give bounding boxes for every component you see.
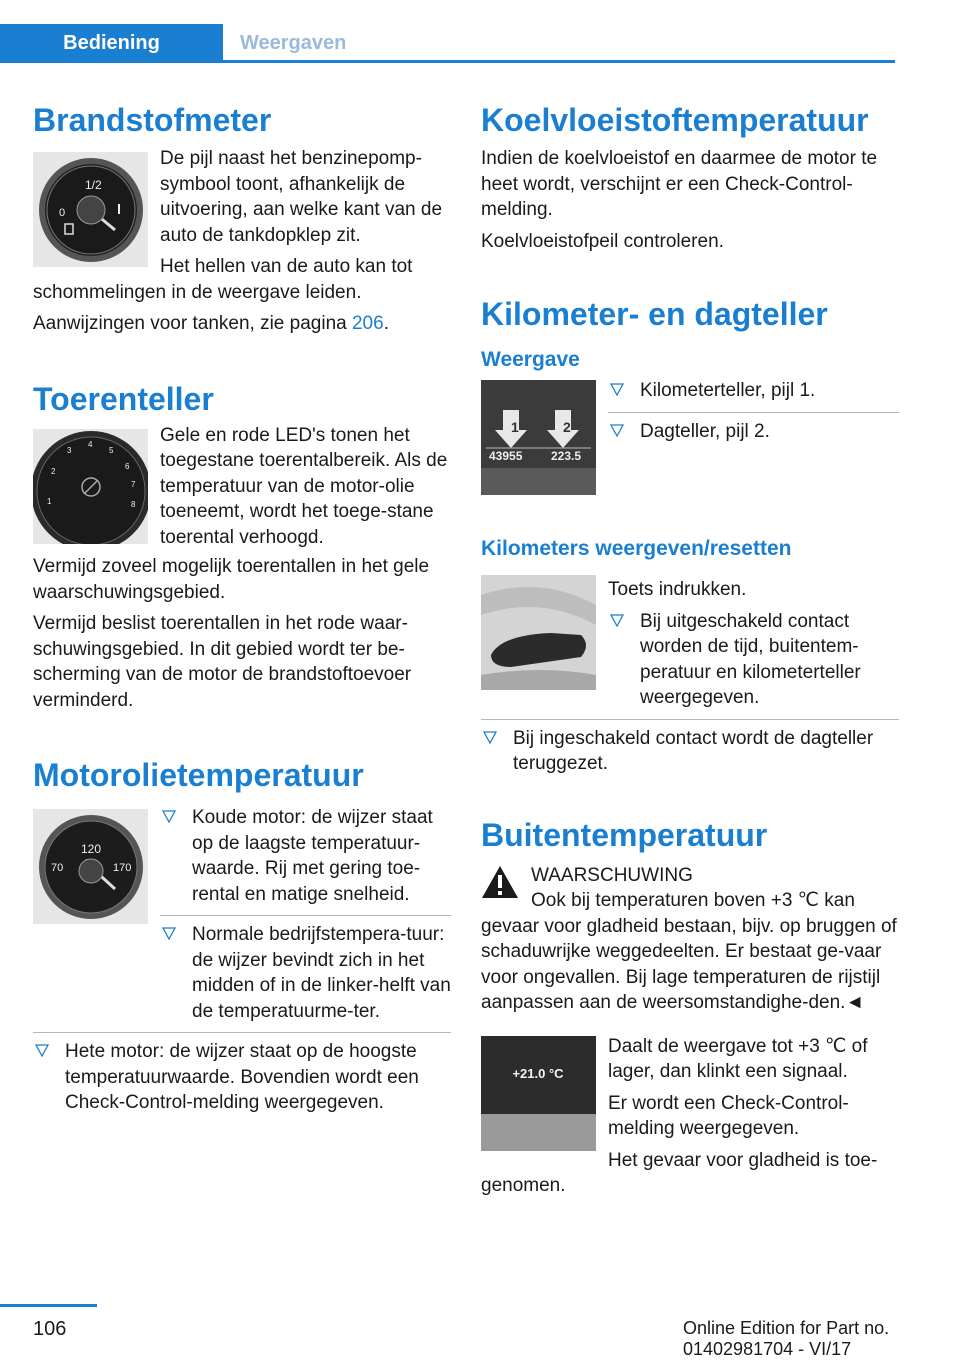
oil-temperature-gauge-icon — [33, 809, 148, 924]
fuel-text-3: Aanwijzingen voor tanken, zie pagina 206. — [33, 313, 389, 334]
odometer-display-icon — [481, 380, 596, 495]
svg-text:120: 120 — [81, 842, 102, 856]
triangle-bullet-icon — [35, 1043, 49, 1057]
tab-bediening[interactable]: Bediening — [0, 24, 223, 63]
fuel-gauge-image — [33, 152, 148, 267]
triangle-bullet-icon — [610, 423, 624, 437]
rev-counter-image — [33, 429, 148, 544]
outside-temp-display-icon — [481, 1036, 596, 1151]
oil-heading: Motorolietemperatuur — [33, 757, 364, 793]
tab-weergaven[interactable]: Weergaven — [240, 32, 347, 54]
warning-text: Ook bij temperaturen boven +3 ℃ kan gevaar voor gladheid bestaan, bijv. op bruggen of schaduwrijke weggedeelten. Er bestaat ge-vaar voor ongevallen. Bij lage temperaturen de rijstijl aanpassen aan de weersomstandighe-den.◄ — [481, 890, 897, 1013]
fuel-text-1: De pijl naast het benzinepomp-symbool toont, afhankelijk de uitvoering, aan welke kant van de auto de tankdopklep zit. — [160, 148, 443, 246]
list-item: Koude motor: de wijzer staat op de laagste temperatuur-waarde. Rij met gering toe-rental en matige snelheid. — [160, 805, 451, 907]
outside-text-2: Er wordt een Check-Control-melding weergegeven. — [608, 1092, 849, 1139]
svg-text:7: 7 — [131, 479, 136, 489]
outside-text-1: Daalt de weergave tot +3 ℃ of lager, dan klinkt een signaal. — [608, 1035, 868, 1082]
edition-label: Online Edition for Part no. 01402981704 - VI/17 — [683, 1318, 890, 1359]
odo-heading: Kilometer- en dagteller — [481, 296, 828, 332]
list-item: Dagteller, pijl 2. — [608, 412, 899, 445]
warning-title: WAARSCHUWING — [531, 864, 693, 886]
triangle-bullet-icon — [610, 613, 624, 627]
rev-text-3: Vermijd beslist toerentallen in het rode waar-schuwingsgebied. In dit gebied wordt ter be-scherming van de motor de brandstoftoevoer verminderd. — [33, 613, 412, 711]
odo-subheading: Weergave — [481, 348, 580, 371]
svg-text:4: 4 — [88, 439, 93, 449]
outside-text-3: Het gevaar voor gladheid is toe-genomen. — [481, 1149, 878, 1196]
warning-block — [481, 863, 899, 1016]
coolant-text-2: Koelvloeistofpeil controleren. — [481, 230, 724, 252]
reset-text-1: Toets indrukken. — [608, 579, 747, 600]
list-item: Bij ingeschakeld contact wordt de dagteller teruggezet. — [481, 719, 899, 777]
svg-text:5: 5 — [109, 445, 114, 455]
page-number: 106 — [33, 1318, 67, 1340]
triangle-bullet-icon — [610, 382, 624, 396]
header-rule — [0, 60, 895, 63]
svg-text:+21.0 °C: +21.0 °C — [512, 1065, 564, 1081]
temp-display-image — [481, 1036, 596, 1151]
tachometer-icon — [33, 429, 148, 544]
svg-text:8: 8 — [131, 499, 136, 509]
svg-text:43955: 43955 — [489, 449, 523, 463]
left-column — [33, 100, 451, 1116]
reset-subheading: Kilometers weergeven/resetten — [481, 537, 792, 560]
fuel-heading: Brandstofmeter — [33, 102, 272, 138]
svg-text:2: 2 — [51, 466, 56, 476]
svg-text:0: 0 — [59, 207, 66, 219]
triangle-bullet-icon — [162, 809, 176, 823]
warning-triangle-icon — [481, 865, 519, 899]
triangle-bullet-icon — [162, 926, 176, 940]
fuel-text-2: Het hellen van de auto kan tot schommelingen in de weergave leiden. — [33, 256, 413, 303]
right-column — [481, 100, 899, 1199]
svg-text:170: 170 — [113, 862, 132, 874]
svg-text:2: 2 — [563, 419, 571, 435]
rev-text-1: Gele en rode LED's tonen het toegestane toerentalbereik. Als de temperatuur van de motor-olie toeneemt, wordt het toege-stane toerental verhoogd. — [160, 424, 448, 548]
svg-text:70: 70 — [51, 862, 64, 874]
coolant-heading: Koelvloeistoftemperatuur — [481, 102, 869, 138]
svg-text:1/2: 1/2 — [85, 178, 102, 192]
fuel-gauge-icon — [33, 152, 148, 267]
oil-temp-image — [33, 809, 148, 924]
reset-button-image — [481, 575, 596, 690]
coolant-text-1: Indien de koelvloeistof en daarmee de motor te heet wordt, verschijnt er een Check-Control-melding. — [481, 148, 878, 220]
page-link[interactable]: 206 — [351, 313, 384, 334]
svg-text:6: 6 — [125, 461, 130, 471]
rev-heading: Toerenteller — [33, 380, 214, 417]
list-item: Bij uitgeschakeld contact worden de tijd, buitentem-peratuur en kilometerteller weergegeven. — [608, 609, 899, 711]
svg-text:1: 1 — [511, 419, 519, 435]
svg-text:223.5: 223.5 — [551, 449, 582, 463]
list-item: Hete motor: de wijzer staat op de hoogste temperatuurwaarde. Bovendien wordt een Check-Control-melding weergegeven. — [33, 1032, 451, 1116]
rev-text-2: Vermijd zoveel mogelijk toerentallen in het gele waarschuwingsgebied. — [33, 556, 430, 603]
odo-display-image — [481, 380, 596, 495]
triangle-bullet-icon — [483, 730, 497, 744]
list-item: Kilometerteller, pijl 1. — [608, 378, 899, 404]
svg-text:3: 3 — [67, 445, 72, 455]
footer-rule — [0, 1304, 97, 1307]
list-item: Normale bedrijfstempera-tuur: de wijzer bevindt zich in het midden of in de linker-helft van de temperatuurme-ter. — [160, 915, 451, 1024]
outside-heading: Buitentemperatuur — [481, 816, 768, 853]
svg-text:1: 1 — [47, 496, 52, 506]
reset-button-icon — [481, 575, 596, 690]
